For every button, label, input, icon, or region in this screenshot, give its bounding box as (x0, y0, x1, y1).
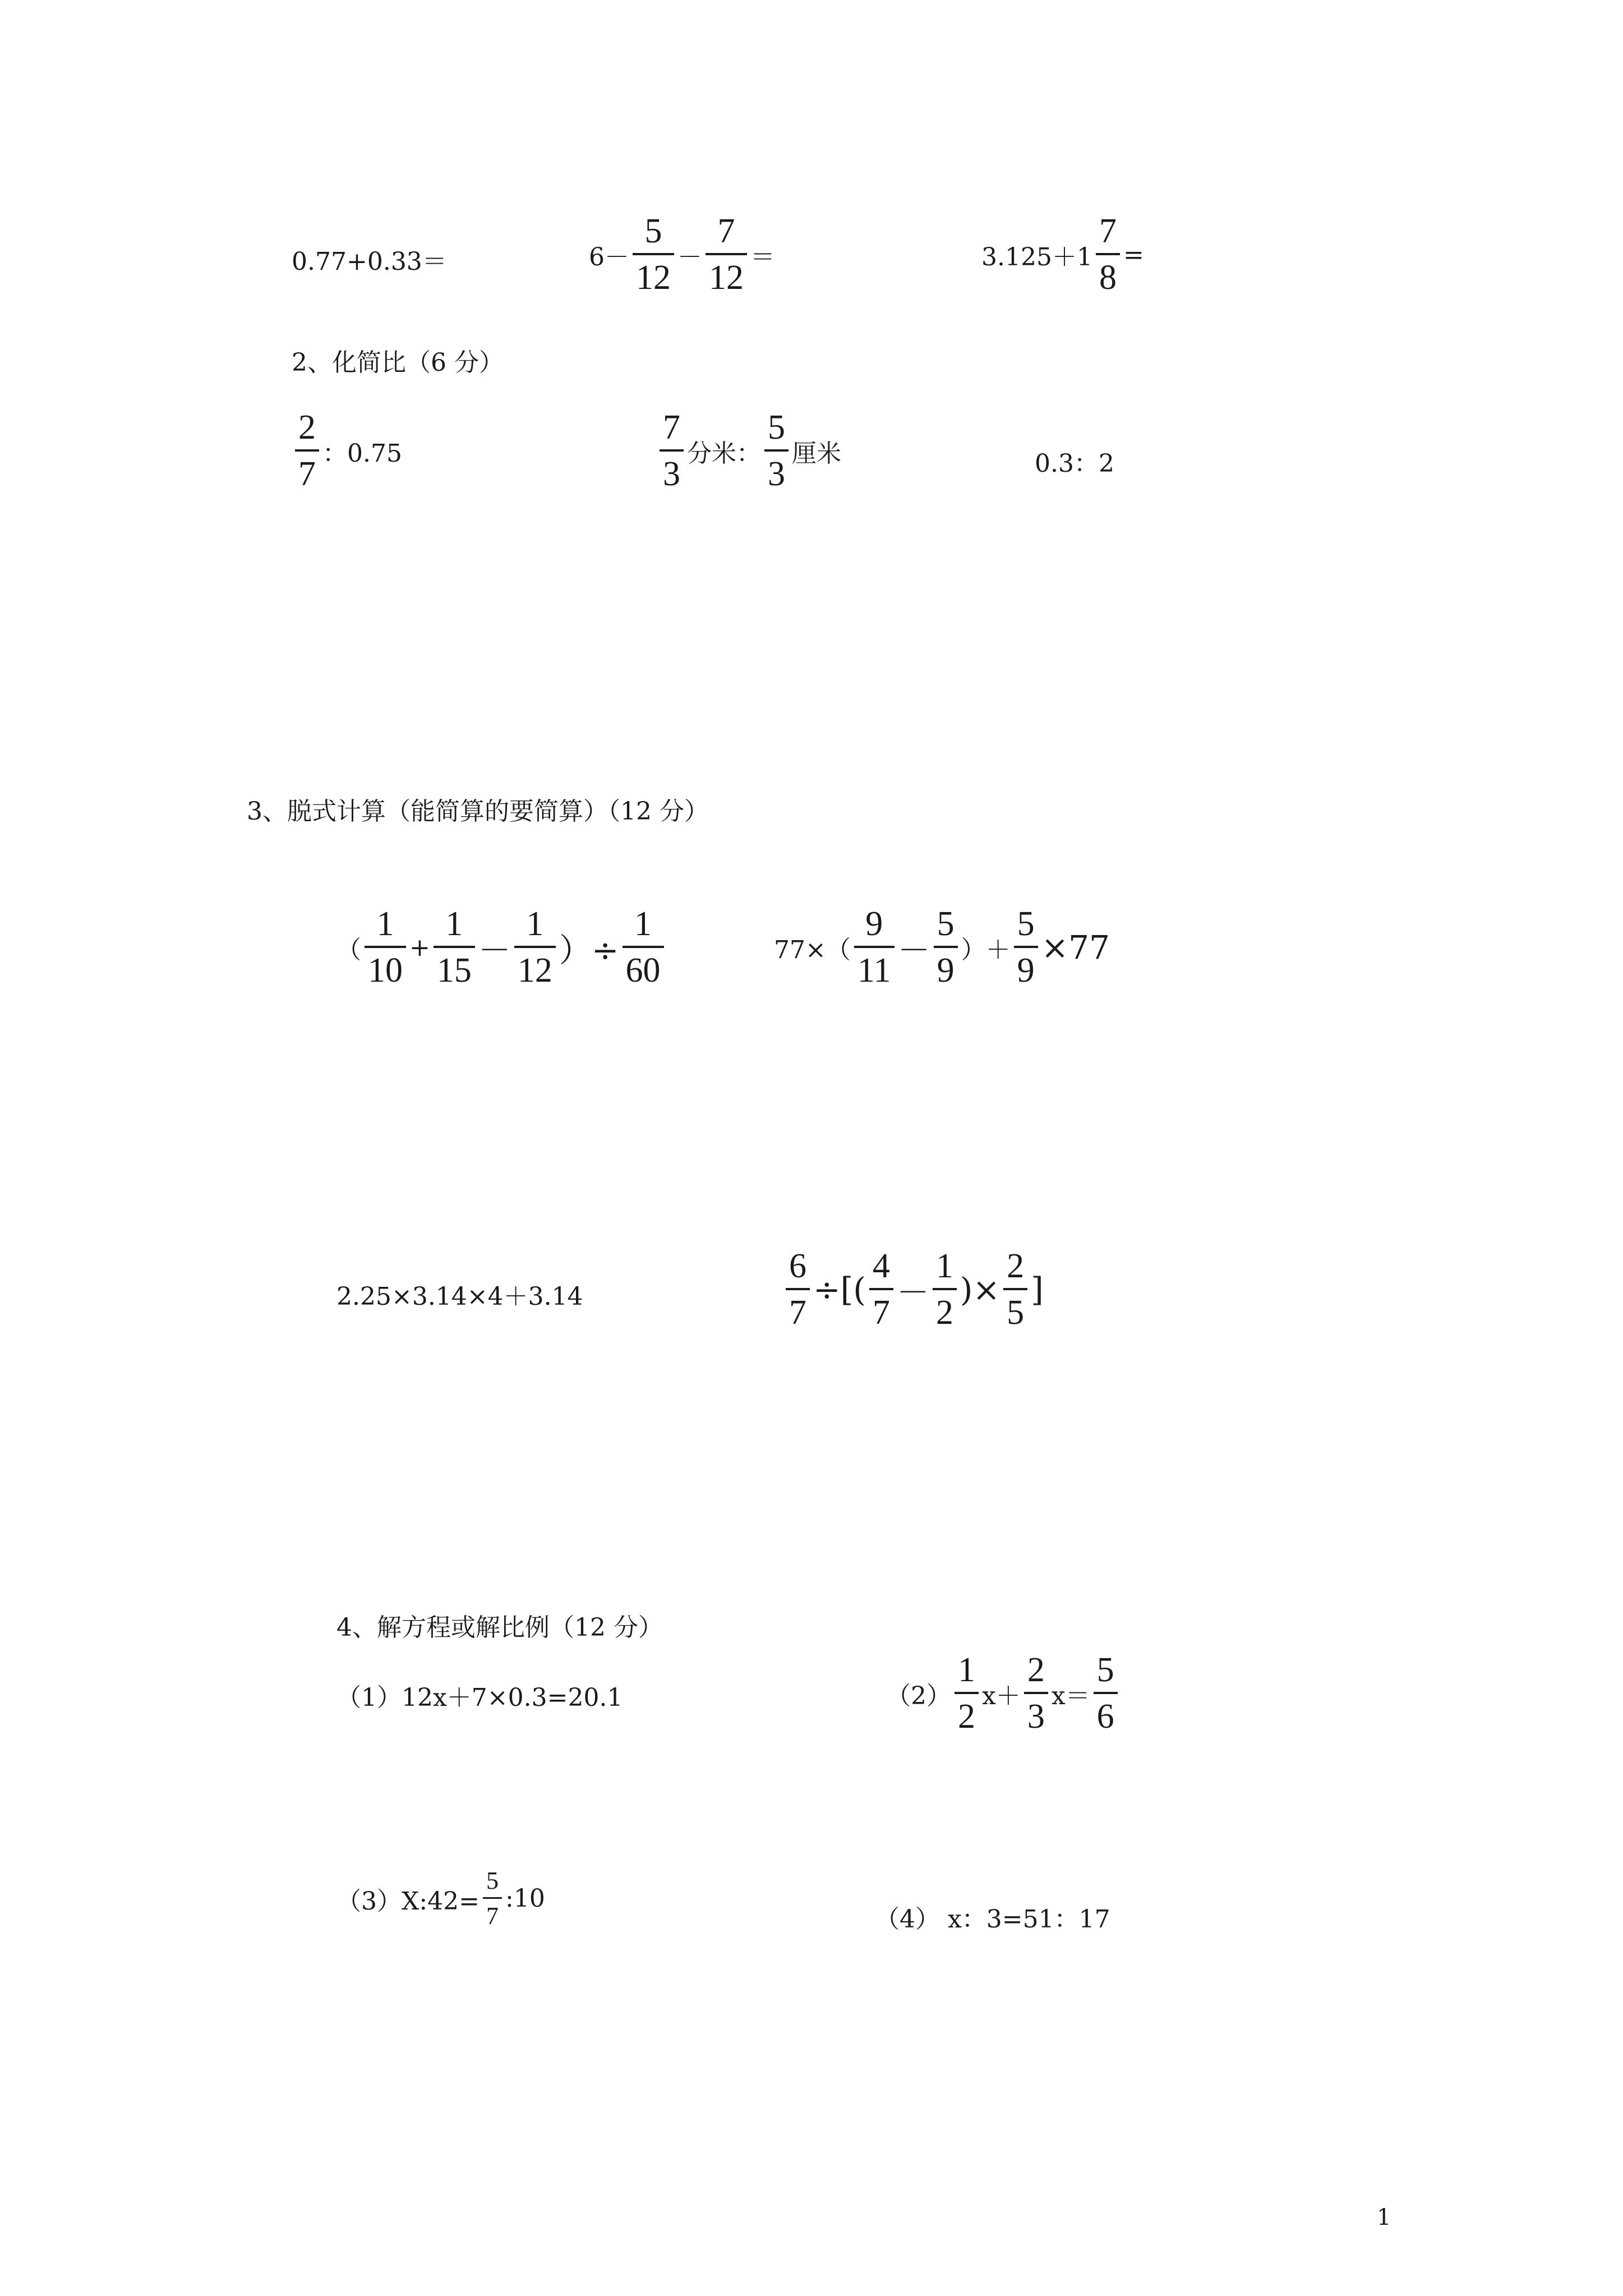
fraction: $\frac{1}{15}$ (434, 906, 475, 989)
fraction: $\frac{9}{11}$ (854, 906, 895, 989)
page-number: 1 (1377, 2205, 1391, 2230)
section-2-heading: 2、化简比（6 分） (292, 348, 504, 377)
fraction: $\frac{2}{5}$ (1003, 1248, 1027, 1331)
q2-item-c: 0.3：2 (1035, 449, 1114, 478)
q4-problem-1: （1）12x＋7×0.3=20.1 (336, 1683, 623, 1712)
fraction: $\frac{4}{7}$ (869, 1248, 893, 1331)
fraction: $\frac{7}{3}$ (660, 409, 684, 493)
q3-expr-2: 77×（ $\frac{9}{11}$ － $\frac{5}{9}$ ）＋ $\frac{5}{9}$ ×77 (774, 905, 1110, 990)
fraction: $\frac{1}{10}$ (365, 906, 406, 989)
fraction: $\frac{5}{9}$ (1014, 906, 1038, 989)
q4-problem-3: （3）X:42= $\frac{5}{7}$ :10 (336, 1867, 545, 1930)
fraction: $\frac{1}{60}$ (623, 906, 664, 989)
fraction: $\frac{5}{9}$ (934, 906, 958, 989)
q1-item-c: 3.125＋1 $\frac{7}{8}$ = (981, 212, 1144, 297)
fraction: $\frac{1}{2}$ (955, 1652, 979, 1735)
q3-expr-1: （ $\frac{1}{10}$ + $\frac{1}{15}$ － $\frac{1}{12}$ ）÷ $\frac{1}{60}$ (336, 906, 667, 989)
q3-expr-4: $\frac{6}{7}$ ÷[( $\frac{4}{7}$ － $\frac{1}{2}$ )× $\frac{2}{5}$ ] (782, 1248, 1044, 1331)
fraction: $\frac{5}{12}$ (633, 213, 674, 296)
q1-item-b: 6－ $\frac{5}{12}$ － $\frac{7}{12}$ ＝ (589, 212, 775, 297)
section-3-heading: 3、脱式计算（能简算的要简算）（12 分） (247, 797, 709, 826)
q1-item-a: 0.77+0.33＝ (292, 247, 447, 276)
fraction: $\frac{6}{7}$ (786, 1248, 810, 1331)
section-4-heading: 4、解方程或解比例（12 分） (336, 1613, 663, 1642)
q2-item-b: $\frac{7}{3}$ 分米： $\frac{5}{3}$ 厘米 (656, 409, 841, 493)
fraction: $\frac{2}{3}$ (1024, 1652, 1048, 1735)
q4-problem-4: （4） x：3=51：17 (875, 1905, 1110, 1934)
fraction: $\frac{1}{12}$ (514, 906, 556, 989)
fraction: $\frac{5}{7}$ (483, 1868, 502, 1929)
fraction: $\frac{7}{8}$ (1096, 213, 1120, 296)
fraction: $\frac{5}{3}$ (764, 409, 789, 493)
q2-item-a: $\frac{2}{7}$ ：0.75 (292, 409, 402, 493)
fraction: $\frac{5}{6}$ (1094, 1652, 1118, 1735)
fraction: $\frac{1}{2}$ (933, 1248, 957, 1331)
fraction: $\frac{2}{7}$ (295, 409, 319, 493)
fraction: $\frac{7}{12}$ (706, 213, 747, 296)
q3-expr-3: 2.25×3.14×4＋3.14 (336, 1282, 583, 1311)
q4-problem-2: （2） $\frac{1}{2}$ x＋ $\frac{2}{3}$ x＝ $\frac{5}{6}$ (886, 1652, 1121, 1735)
